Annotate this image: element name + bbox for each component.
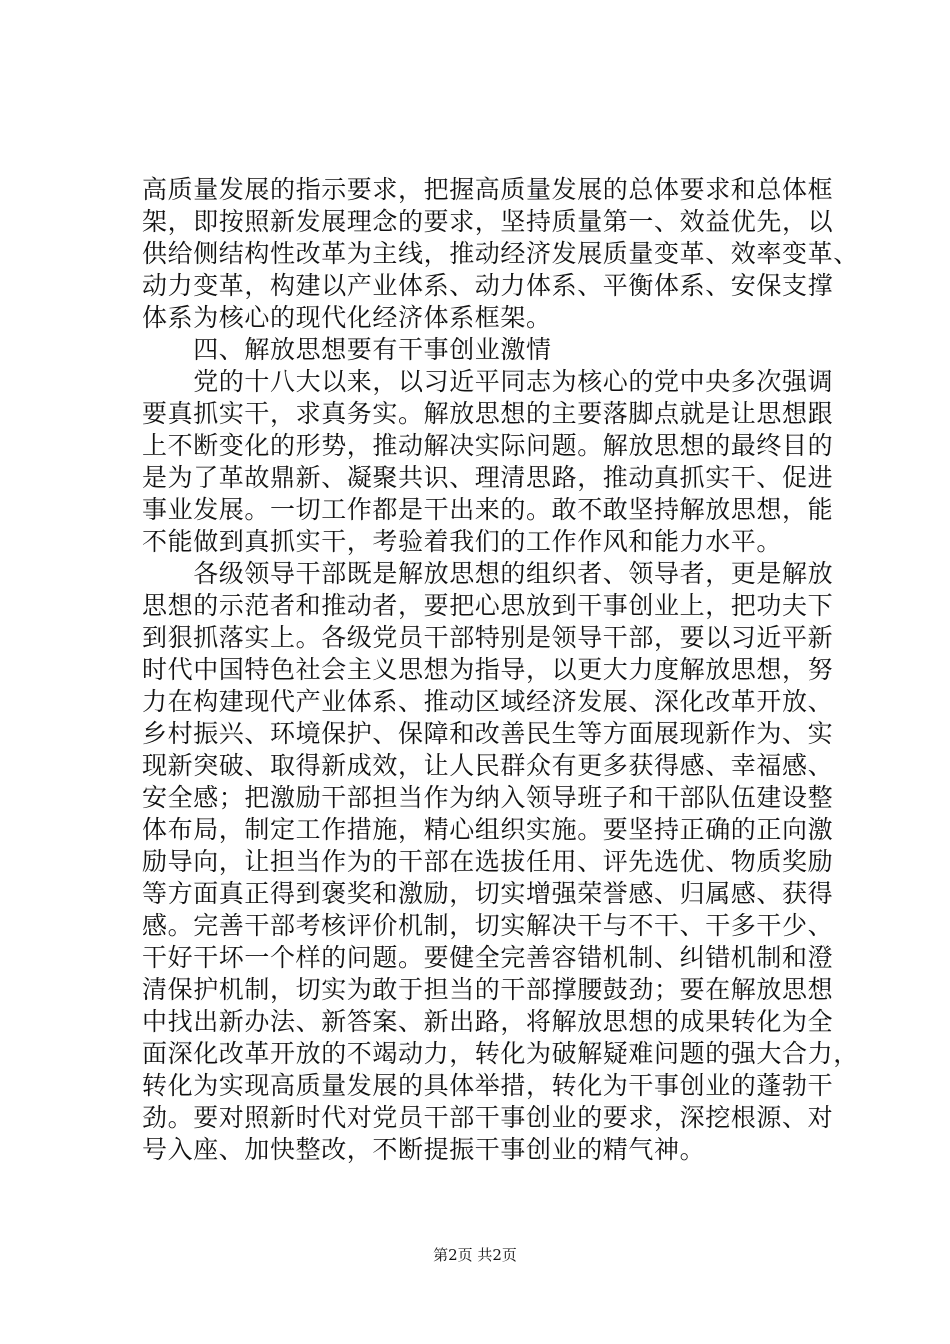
text-line: 供给侧结构性改革为主线，推动经济发展质量变革、效率变革、 <box>142 239 859 268</box>
text-line: 力在构建现代产业体系、推动区域经济发展、深化改革开放、 <box>142 687 834 716</box>
text-line: 要真抓实干，求真务实。解放思想的主要落脚点就是让思想跟 <box>142 399 834 428</box>
text-line: 党的十八大以来，以习近平同志为核心的党中央多次强调 <box>142 367 834 396</box>
text-line: 面深化改革开放的不竭动力，转化为破解疑难问题的强大合力， <box>142 1039 859 1068</box>
text-line: 感。完善干部考核评价机制，切实解决干与不干、干多干少、 <box>142 911 834 940</box>
text-line: 是为了革故鼎新、凝聚共识、理清思路，推动真抓实干、促进 <box>142 463 834 492</box>
text-line: 号入座、加快整改，不断提振干事创业的精气神。 <box>142 1135 706 1164</box>
text-line: 上不断变化的形势，推动解决实际问题。解放思想的最终目的 <box>142 431 834 460</box>
text-line: 劲。要对照新时代对党员干部干事创业的要求，深挖根源、对 <box>142 1103 834 1132</box>
text-line: 体布局，制定工作措施，精心组织实施。要坚持正确的正向激 <box>142 815 834 844</box>
text-line: 乡村振兴、环境保护、保障和改善民生等方面展现新作为、实 <box>142 719 834 748</box>
text-line: 高质量发展的指示要求，把握高质量发展的总体要求和总体框 <box>142 175 834 204</box>
text-line: 动力变革，构建以产业体系、动力体系、平衡体系、安保支撑 <box>142 271 834 300</box>
text-line: 思想的示范者和推动者，要把心思放到干事创业上，把功夫下 <box>142 591 834 620</box>
text-line: 架，即按照新发展理念的要求，坚持质量第一、效益优先，以 <box>142 207 834 236</box>
text-line: 时代中国特色社会主义思想为指导，以更大力度解放思想，努 <box>142 655 834 684</box>
text-line: 事业发展。一切工作都是干出来的。敢不敢坚持解放思想，能 <box>142 495 834 524</box>
text-line: 励导向，让担当作为的干部在选拔任用、评先选优、物质奖励 <box>142 847 834 876</box>
text-line: 转化为实现高质量发展的具体举措，转化为干事创业的蓬勃干 <box>142 1071 834 1100</box>
document-body <box>142 174 859 1166</box>
text-line: 清保护机制，切实为敢于担当的干部撑腰鼓劲；要在解放思想 <box>142 975 834 1004</box>
text-line: 等方面真正得到褒奖和激励，切实增强荣誉感、归属感、获得 <box>142 879 834 908</box>
text-line: 不能做到真抓实干，考验着我们的工作作风和能力水平。 <box>142 527 783 556</box>
text-line: 各级领导干部既是解放思想的组织者、领导者，更是解放 <box>142 559 834 588</box>
text-line: 中找出新办法、新答案、新出路，将解放思想的成果转化为全 <box>142 1007 834 1036</box>
text-line: 到狠抓落实上。各级党员干部特别是领导干部，要以习近平新 <box>142 623 834 652</box>
text-line: 四、解放思想要有干事创业激情 <box>142 335 552 364</box>
page-footer: 第2页 共2页 <box>433 1246 517 1264</box>
text-line: 干好干坏一个样的问题。要健全完善容错机制、纠错机制和澄 <box>142 943 834 972</box>
text-line: 现新突破、取得新成效，让人民群众有更多获得感、幸福感、 <box>142 751 834 780</box>
text-line: 体系为核心的现代化经济体系框架。 <box>142 303 552 332</box>
text-line: 安全感；把激励干部担当作为纳入领导班子和干部队伍建设整 <box>142 783 834 812</box>
